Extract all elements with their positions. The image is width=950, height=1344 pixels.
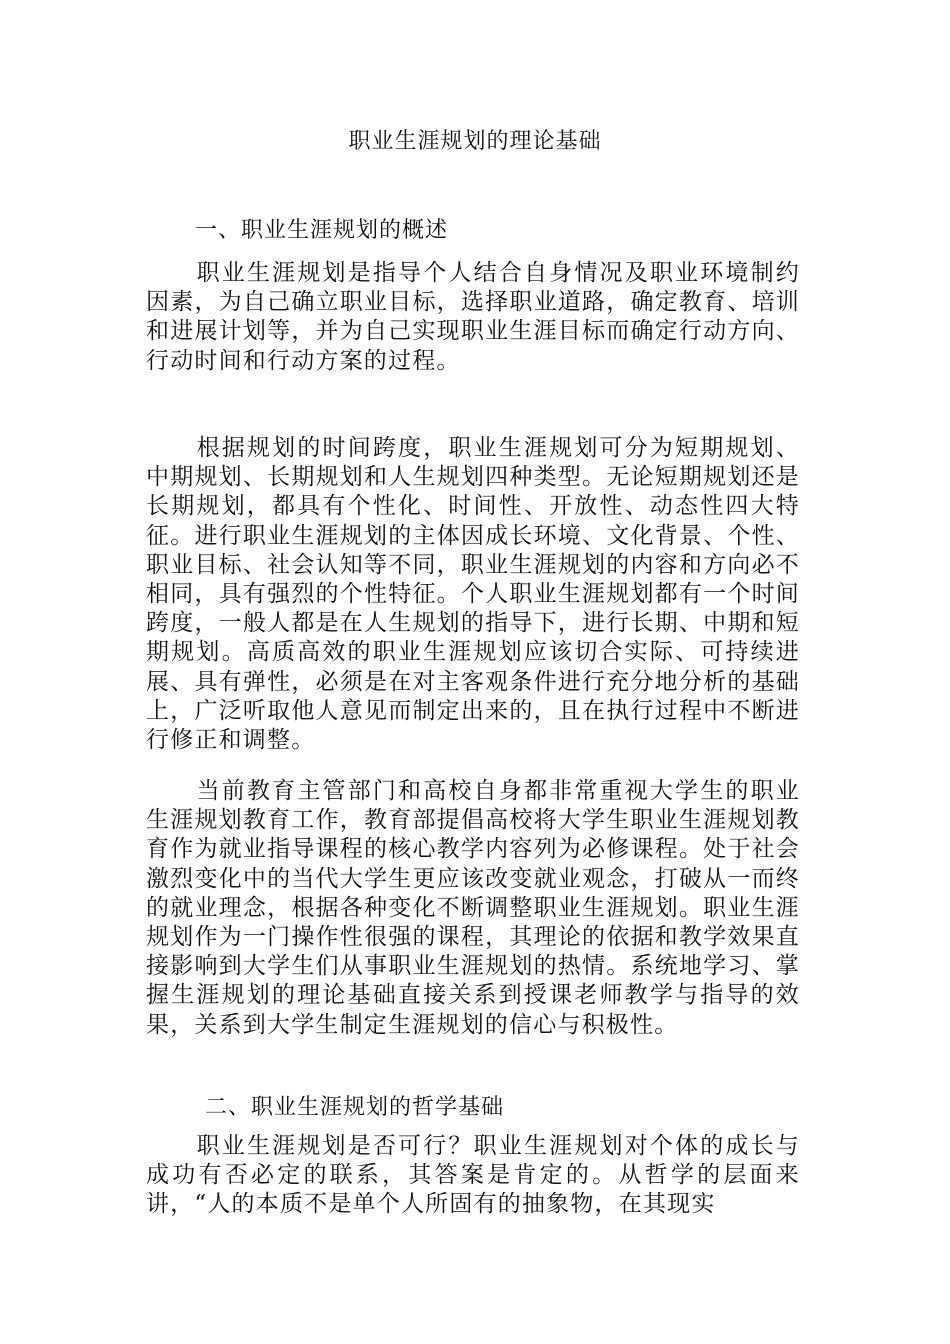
document-title: 职业生涯规划的理论基础 <box>348 129 602 154</box>
paragraph-education-importance: 当前教育主管部门和高校自身都非常重视大学生的职业生涯规划教育工作，教育部提倡高校将大学生职业生涯规划教育作为就业指导课程的核心教学内容列为必修课程。处于社会激烈变化中的当代大学生更应该改变就业观念，打破从一而终的就业理念，根据各种变化不断调整职业生涯规划。职业生涯规划作为一门操作性很强的课程，其理论的依据和教学效果直接影响到大学生们从事职业生涯规划的热情。系统地学习、掌握生涯规划的理论基础直接关系到授课老师教学与指导的效果，关系到大学生制定生涯规划的信心与积极性。 <box>146 778 800 1038</box>
paragraph-types-and-features: 根据规划的时间跨度，职业生涯规划可分为短期规划、中期规划、长期规划和人生规划四种类型。无论短期规划还是长期规划，都具有个性化、时间性、开放性、动态性四大特征。进行职业生涯规划的主体因成长环境、文化背景、个性、职业目标、社会认知等不同，职业生涯规划的内容和方向必不相同，具有强烈的个性特征。个人职业生涯规划都有一个时间跨度，一般人都是在人生规划的指导下，进行长期、中期和短期规划。高质高效的职业生涯规划应该切合实际、可持续进展、具有弹性，必须是在对主客观条件进行充分地分析的基础上，广泛听取他人意见而制定出来的，且在执行过程中不断进行修正和调整。 <box>146 435 800 754</box>
section-heading-philosophy: 二、职业生涯规划的哲学基础 <box>205 1095 505 1120</box>
paragraph-philosophy: 职业生涯规划是否可行？职业生涯规划对个体的成长与成功有否必定的联系，其答案是肯定的。从哲学的层面来讲，“人的本质不是单个人所固有的抽象物，在其现实 <box>146 1133 800 1218</box>
section-heading-overview: 一、职业生涯规划的概述 <box>195 218 449 243</box>
paragraph-definition: 职业生涯规划是指导个人结合自身情况及职业环境制约因素，为自己确立职业目标，选择职业道路，确定教育、培训和进展计划等，并为自己实现职业生涯目标而确定行动方向、行动时间和行动方案的过程。 <box>146 260 800 374</box>
